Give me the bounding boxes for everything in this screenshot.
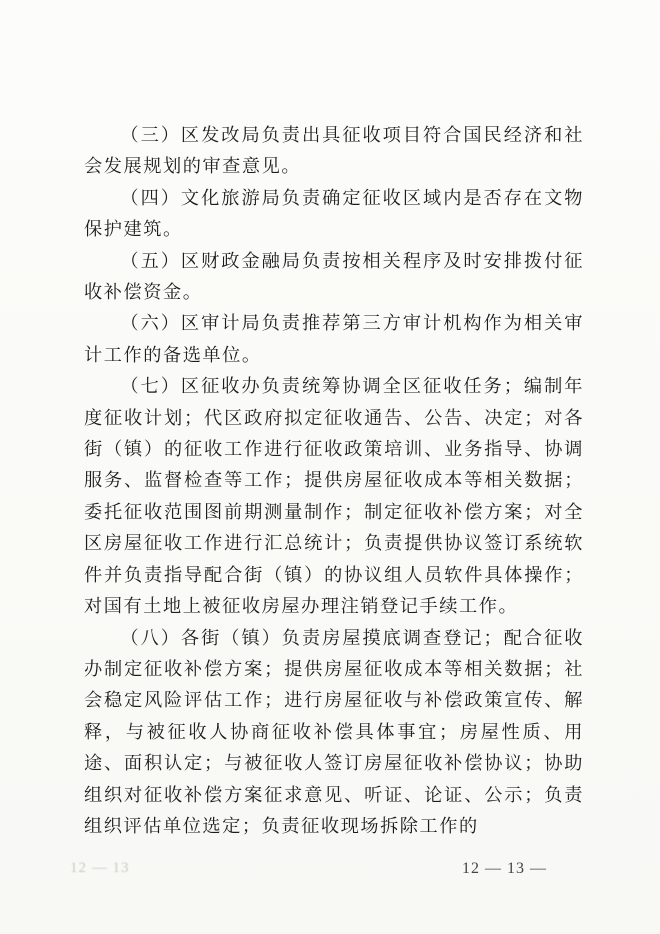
page-number: 12 — 13 —	[462, 860, 547, 877]
paragraph-8: （八）各街（镇）负责房屋摸底调查登记；配合征收办制定征收补偿方案；提供房屋征收成本等相关数据；社会稳定风险评估工作；进行房屋征收与补偿政策宣传、解释，与被征收人协商征收补偿具体事宜；房屋性质、用途、面积认定；与被征收人签订房屋征收补偿协议；协助组织对征收补偿方案征求意见、听证、论证、公示；负责组织评估单位选定；负责征收现场拆除工作的	[84, 627, 584, 837]
document-body	[84, 120, 584, 842]
paragraph-6: （六）区审计局负责推荐第三方审计机构作为相关审计工作的备选单位。	[84, 313, 584, 366]
faded-page-number: 12 — 13	[70, 860, 130, 876]
paragraph-5: （五）区财政金融局负责按相关程序及时安排拨付征收补偿资金。	[84, 250, 584, 304]
paragraph-7: （七）区征收办负责统筹协调全区征收任务；编制年度征收计划；代区政府拟定征收通告、公告、决定；对各街（镇）的征收工作进行征收政策培训、业务指导、协调服务、监督检查等工作；提供房屋征收成本等相关数据；委托征收范围图前期测量制作；制定征收补偿方案；对全区房屋征收工作进行汇总统计；负责提供协议签订系统软件并负责指导配合街（镇）的协议组人员软件具体操作；对国有土地上被征收房屋办理注销登记手续工作。	[84, 376, 584, 618]
paragraph-4: （四）文化旅游局负责确定征收区域内是否存在文物保护建筑。	[84, 187, 584, 241]
paragraph-3: （三）区发改局负责出具征收项目符合国民经济和社会发展规划的审查意见。	[84, 125, 584, 178]
